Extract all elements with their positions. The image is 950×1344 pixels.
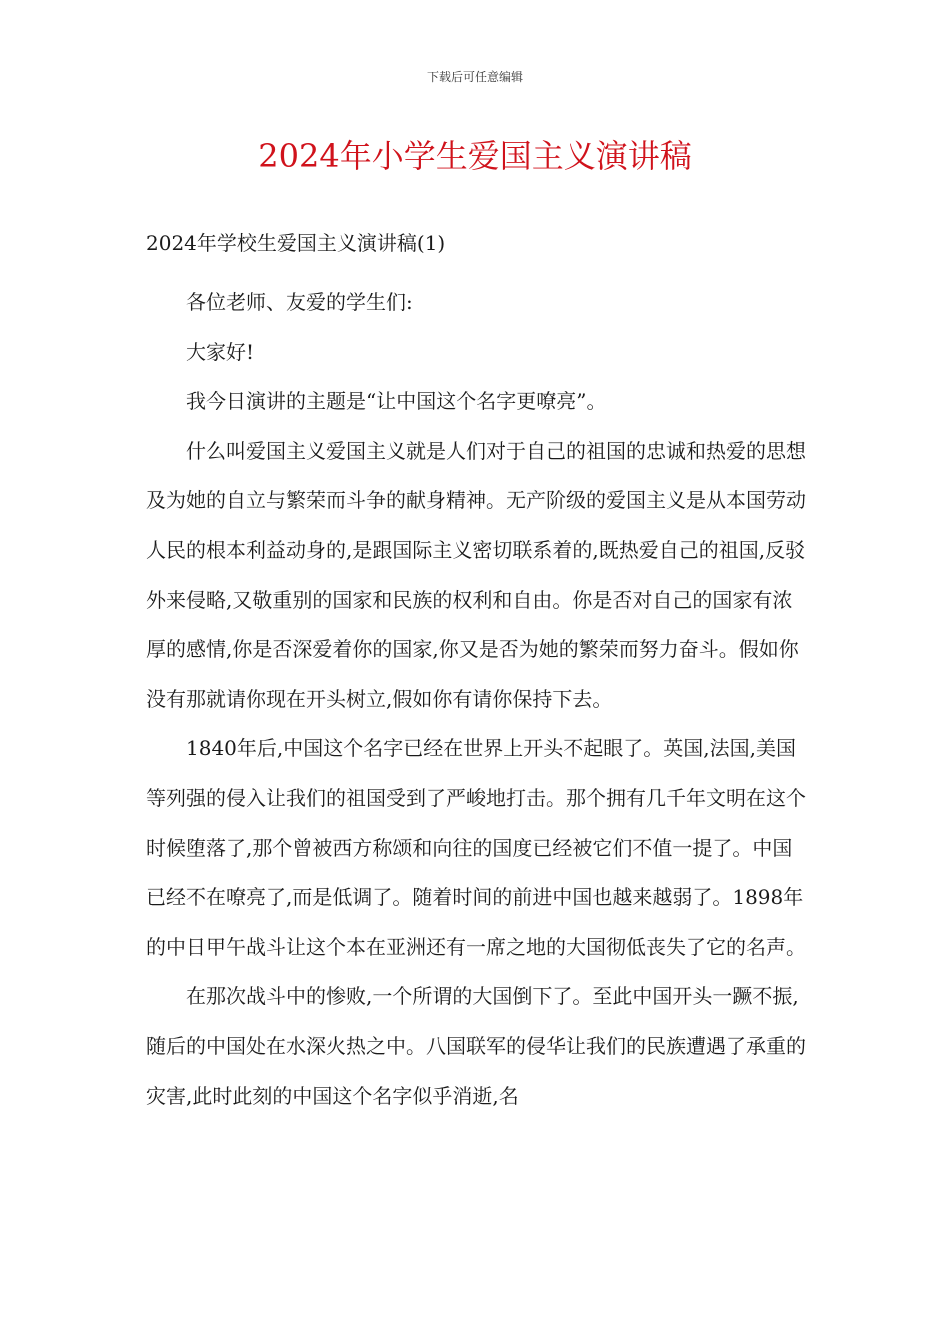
document-body <box>146 278 806 1121</box>
paragraph-definition: 什么叫爱国主义爱国主义就是人们对于自己的祖国的忠诚和热爱的思想及为她的自立与繁荣而斗争的献身精神。无产阶级的爱国主义是从本国劳动人民的根本利益动身的,是跟国际主义密切联系着的,既热爱自己的祖国,反驳外来侵略,又敬重别的国家和民族的权利和自由。你是否对自己的国家有浓厚的感情,你是否深爱着你的国家,你又是否为她的繁荣而努力奋斗。假如你没有那就请你现在开头树立,假如你有请你保持下去。 <box>146 438 806 711</box>
paragraph-hello: 大家好! <box>186 339 255 364</box>
document-title: 2024年小学生爱国主义演讲稿 <box>258 137 692 175</box>
paragraph-greeting: 各位老师、友爱的学生们: <box>186 290 413 314</box>
document-subtitle: 2024年学校生爱国主义演讲稿(1) <box>146 231 446 255</box>
paragraph-topic: 我今日演讲的主题是“让中国这个名字更嘹亮”。 <box>186 389 607 414</box>
paragraph-defeat: 在那次战斗中的惨败,一个所谓的大国倒下了。至此中国开头一蹶不振,随后的中国处在水深火热之中。八国联军的侵华让我们的民族遭遇了承重的灾害,此时此刻的中国这个名字似乎消逝,名 <box>146 984 806 1108</box>
header-note: 下载后可任意编辑 <box>426 70 523 84</box>
paragraph-history-1840: 1840年后,中国这个名字已经在世界上开头不起眼了。英国,法国,美国等列强的侵入让我们的祖国受到了严峻地打击。那个拥有几千年文明在这个时候堕落了,那个曾被西方称颂和向往的国度已经被它们不值一提了。中国已经不在嘹亮了,而是低调了。随着时间的前进中国也越来越弱了。1898年的中日甲午战斗让这个本在亚洲还有一席之地的大国彻低丧失了它的名声。 <box>146 736 806 959</box>
